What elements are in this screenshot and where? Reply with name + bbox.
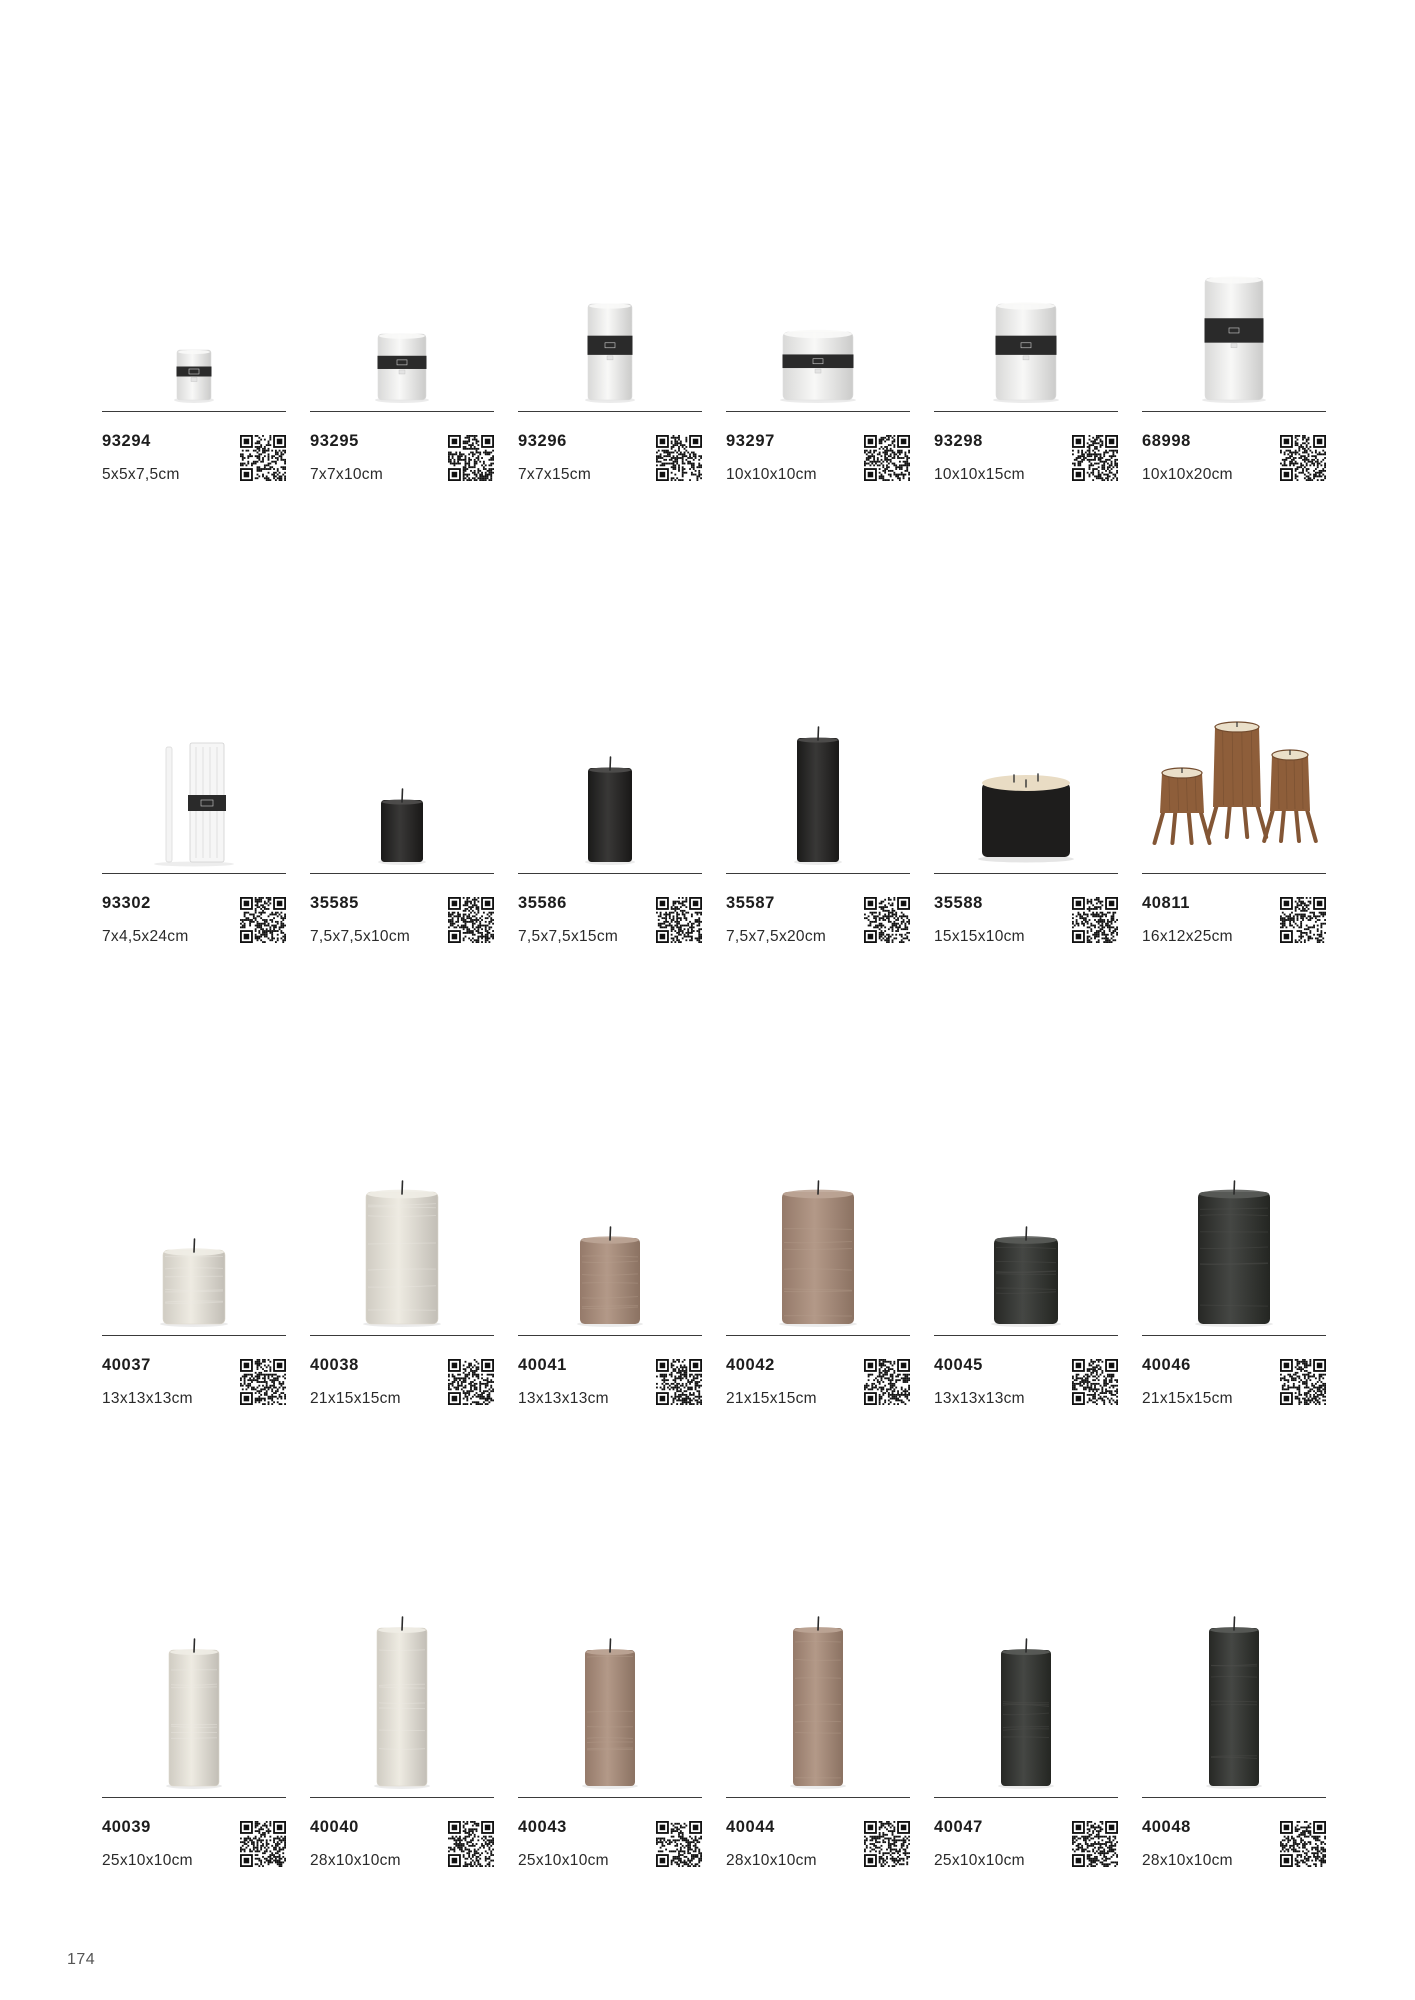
product-code: 93297	[726, 432, 775, 450]
product-photo	[310, 1179, 494, 1329]
product-photo	[102, 1641, 286, 1791]
product-dimensions: 16x12x25cm	[1142, 928, 1233, 945]
qr-code-icon[interactable]	[1072, 1359, 1118, 1405]
divider	[934, 411, 1118, 412]
black-pillar-candle-icon	[518, 717, 702, 867]
divider	[1142, 873, 1326, 874]
ivory-rustic-candle-icon	[310, 1641, 494, 1791]
divider	[518, 1797, 702, 1798]
qr-code-icon[interactable]	[448, 1359, 494, 1405]
product-photo	[310, 255, 494, 405]
product-code: 93294	[102, 432, 151, 450]
product-photo	[518, 717, 702, 867]
product-dimensions: 7x7x15cm	[518, 466, 592, 483]
product-code: 40037	[102, 1356, 151, 1374]
product-photo	[934, 1179, 1118, 1329]
product-code: 93296	[518, 432, 567, 450]
qr-code-icon[interactable]	[864, 1821, 910, 1867]
divider	[726, 1335, 910, 1336]
qr-code-icon[interactable]	[864, 897, 910, 943]
dark-rustic-candle-icon	[934, 1641, 1118, 1791]
white-pillar-candle-icon	[518, 255, 702, 405]
product-photo	[102, 255, 286, 405]
taupe-rustic-candle-icon	[726, 1179, 910, 1329]
product-code: 40811	[1142, 894, 1190, 912]
product-photo	[310, 1641, 494, 1791]
divider	[934, 1797, 1118, 1798]
divider	[726, 873, 910, 874]
qr-code-icon[interactable]	[1280, 1821, 1326, 1867]
qr-code-icon[interactable]	[1280, 435, 1326, 481]
divider	[518, 873, 702, 874]
qr-code-icon[interactable]	[448, 435, 494, 481]
divider	[1142, 1797, 1326, 1798]
page-number: 174	[67, 1951, 96, 1968]
product-photo	[310, 717, 494, 867]
product-code: 35588	[934, 894, 983, 912]
qr-code-icon[interactable]	[656, 897, 702, 943]
product-dimensions: 28x10x10cm	[726, 1852, 817, 1869]
product-code: 40047	[934, 1818, 983, 1836]
white-pillar-candle-icon	[310, 255, 494, 405]
divider	[310, 873, 494, 874]
product-code: 40045	[934, 1356, 983, 1374]
product-dimensions: 7,5x7,5x10cm	[310, 928, 411, 945]
product-photo	[1142, 1641, 1326, 1791]
product-code: 93298	[934, 432, 983, 450]
product-photo	[518, 1641, 702, 1791]
product-photo	[934, 717, 1118, 867]
product-dimensions: 5x5x7,5cm	[102, 466, 180, 483]
product-dimensions: 28x10x10cm	[310, 1852, 401, 1869]
taupe-rustic-candle-icon	[518, 1179, 702, 1329]
qr-code-icon[interactable]	[448, 897, 494, 943]
product-dimensions: 13x13x13cm	[934, 1390, 1025, 1407]
qr-code-icon[interactable]	[1280, 897, 1326, 943]
product-code: 68998	[1142, 432, 1191, 450]
product-dimensions: 13x13x13cm	[102, 1390, 193, 1407]
dark-rustic-candle-icon	[1142, 1641, 1326, 1791]
white-pillar-candle-icon	[726, 255, 910, 405]
white-pillar-candle-icon	[934, 255, 1118, 405]
qr-code-icon[interactable]	[864, 1359, 910, 1405]
product-dimensions: 10x10x20cm	[1142, 466, 1233, 483]
white-pillar-candle-icon	[1142, 255, 1326, 405]
product-dimensions: 7,5x7,5x20cm	[726, 928, 827, 945]
black-pillar-candle-icon	[726, 717, 910, 867]
ivory-rustic-candle-icon	[310, 1179, 494, 1329]
dark-rustic-candle-icon	[1142, 1179, 1326, 1329]
divider	[934, 873, 1118, 874]
black-pillar-candle-icon	[310, 717, 494, 867]
qr-code-icon[interactable]	[1072, 435, 1118, 481]
product-photo	[102, 1179, 286, 1329]
qr-code-icon[interactable]	[656, 1821, 702, 1867]
ivory-rustic-candle-icon	[102, 1179, 286, 1329]
divider	[310, 411, 494, 412]
product-photo	[934, 1641, 1118, 1791]
product-dimensions: 21x15x15cm	[310, 1390, 401, 1407]
ivory-rustic-candle-icon	[102, 1641, 286, 1791]
product-dimensions: 7x4,5x24cm	[102, 928, 189, 945]
product-photo	[518, 255, 702, 405]
qr-code-icon[interactable]	[240, 1359, 286, 1405]
product-photo	[726, 255, 910, 405]
qr-code-icon[interactable]	[864, 435, 910, 481]
product-code: 35587	[726, 894, 775, 912]
product-photo	[1142, 1179, 1326, 1329]
product-code: 40044	[726, 1818, 775, 1836]
qr-code-icon[interactable]	[1072, 897, 1118, 943]
product-code: 40048	[1142, 1818, 1191, 1836]
product-code: 93302	[102, 894, 151, 912]
product-photo	[518, 1179, 702, 1329]
qr-code-icon[interactable]	[656, 1359, 702, 1405]
product-dimensions: 7,5x7,5x15cm	[518, 928, 619, 945]
product-code: 40038	[310, 1356, 359, 1374]
product-dimensions: 13x13x13cm	[518, 1390, 609, 1407]
product-photo	[726, 1179, 910, 1329]
divider	[102, 1335, 286, 1336]
product-code: 40039	[102, 1818, 151, 1836]
taupe-rustic-candle-icon	[518, 1641, 702, 1791]
qr-code-icon[interactable]	[240, 435, 286, 481]
wooden-stool-candle-set-icon	[1142, 717, 1326, 867]
divider	[102, 1797, 286, 1798]
product-dimensions: 21x15x15cm	[726, 1390, 817, 1407]
product-photo	[1142, 255, 1326, 405]
divider	[310, 1797, 494, 1798]
product-photo	[726, 1641, 910, 1791]
product-code: 40040	[310, 1818, 359, 1836]
product-photo	[1142, 717, 1326, 867]
divider	[102, 411, 286, 412]
dark-rustic-candle-icon	[934, 1179, 1118, 1329]
product-dimensions: 28x10x10cm	[1142, 1852, 1233, 1869]
product-dimensions: 25x10x10cm	[518, 1852, 609, 1869]
qr-code-icon[interactable]	[1280, 1359, 1326, 1405]
product-dimensions: 25x10x10cm	[934, 1852, 1025, 1869]
black-three-wick-candle-icon	[934, 717, 1118, 867]
qr-code-icon[interactable]	[448, 1821, 494, 1867]
divider	[102, 873, 286, 874]
divider	[934, 1335, 1118, 1336]
product-code: 35586	[518, 894, 567, 912]
divider	[518, 411, 702, 412]
product-code: 40042	[726, 1356, 775, 1374]
product-code: 93295	[310, 432, 359, 450]
white-pillar-candle-icon	[102, 255, 286, 405]
product-photo	[726, 717, 910, 867]
taupe-rustic-candle-icon	[726, 1641, 910, 1791]
product-code: 40043	[518, 1818, 567, 1836]
divider	[1142, 411, 1326, 412]
product-dimensions: 21x15x15cm	[1142, 1390, 1233, 1407]
divider	[1142, 1335, 1326, 1336]
divider	[310, 1335, 494, 1336]
product-dimensions: 7x7x10cm	[310, 466, 384, 483]
product-dimensions: 25x10x10cm	[102, 1852, 193, 1869]
product-photo	[934, 255, 1118, 405]
divider	[726, 1797, 910, 1798]
product-code: 35585	[310, 894, 359, 912]
qr-code-icon[interactable]	[240, 897, 286, 943]
product-photo	[102, 717, 286, 867]
divider	[726, 411, 910, 412]
qr-code-icon[interactable]	[1072, 1821, 1118, 1867]
product-dimensions: 10x10x15cm	[934, 466, 1025, 483]
product-code: 40041	[518, 1356, 567, 1374]
qr-code-icon[interactable]	[656, 435, 702, 481]
product-dimensions: 10x10x10cm	[726, 466, 817, 483]
dinner-candles-box-icon	[102, 717, 286, 867]
product-dimensions: 15x15x10cm	[934, 928, 1025, 945]
product-code: 40046	[1142, 1356, 1191, 1374]
qr-code-icon[interactable]	[240, 1821, 286, 1867]
divider	[518, 1335, 702, 1336]
